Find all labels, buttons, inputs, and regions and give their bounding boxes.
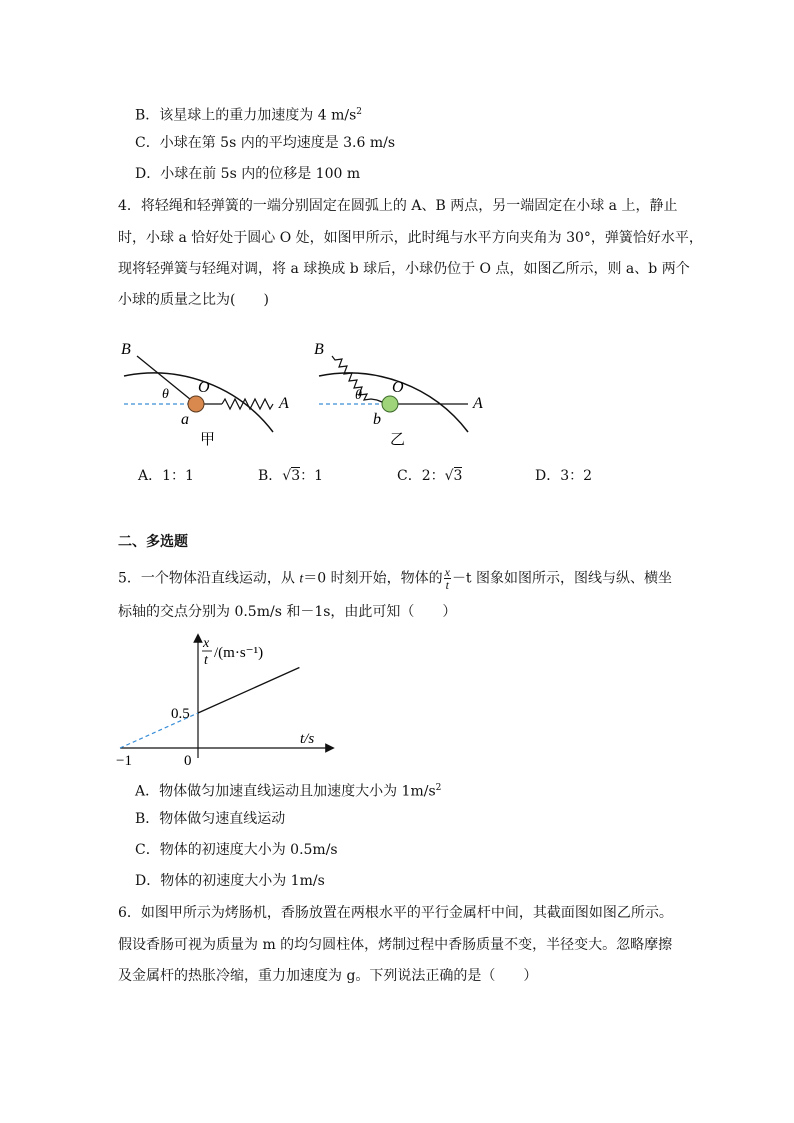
ball-a — [188, 396, 204, 412]
q4-option-c: C．2：√3 — [397, 468, 463, 484]
q5-option-a: A．物体做匀加速直线运动且加速度大小为 $1m/s^2$ — [135, 783, 442, 800]
q6-line-2: 假设香肠可视为质量为 m 的均匀圆柱体，烤制过程中香肠质量不变，半径变大。忽略摩擦 — [118, 937, 673, 953]
figure-jia — [110, 320, 290, 455]
tick-y-05: 0.5 — [171, 706, 190, 722]
y-axis-label-unit: /(m·s⁻¹) — [214, 645, 264, 661]
q4-option-a: A．1：1 — [138, 468, 194, 484]
label-ball-b: b — [373, 411, 381, 428]
solid-line — [198, 668, 299, 714]
section-title: 二、多选题 — [118, 534, 188, 550]
label-o-jia: O — [198, 379, 210, 396]
caption-yi: 乙 — [390, 432, 406, 448]
q5-line-2: 标轴的交点分别为 0.5m/s 和－1s，由此可知（ ） — [118, 604, 457, 620]
q3-option-d: D．小球在前 5s 内的位移是 100 m — [135, 166, 361, 182]
spring-jia — [222, 399, 273, 409]
q4-line-4: 小球的质量之比为( ) — [118, 292, 269, 308]
q3-option-b: B．该星球上的重力加速度为 4 $m/s^2$ — [135, 107, 363, 124]
x-axis-label: t/s — [300, 731, 315, 747]
q5-option-b: B．物体做匀速直线运动 — [135, 811, 286, 827]
q5-option-d: D．物体的初速度大小为 1m/s — [135, 873, 325, 889]
q4-line-1: 4．将轻绳和轻弹簧的一端分别固定在圆弧上的 A、B 两点，另一端固定在小球 a 上，静止 — [118, 198, 678, 214]
label-theta-yi: θ — [355, 388, 362, 403]
label-a-point-jia: A — [279, 395, 289, 412]
q5-line-1: 5．一个物体沿直线运动，从 t＝0 时刻开始，物体的 $\frac{x}{t}$ －t 图象如图所示，图线与纵、横坐 — [118, 565, 673, 592]
y-axis-label-den: t — [204, 653, 208, 668]
label-a-point-yi: A — [473, 395, 483, 412]
sqrt-symbol: √ — [444, 468, 454, 484]
q4-line-2: 时，小球 a 恰好处于圆心 O 处，如图甲所示，此时绳与水平方向夹角为 30°，弹簧恰好水平， — [118, 230, 703, 246]
ball-b — [382, 396, 398, 412]
q6-line-1: 6．如图甲所示为烤肠机，香肠放置在两根水平的平行金属杆中间，其截面图如图乙所示。 — [118, 905, 673, 921]
q4-option-d: D．3：2 — [535, 468, 593, 484]
label-b-yi: B — [314, 341, 324, 358]
figure-yi — [305, 320, 495, 455]
tick-x-neg1: −1 — [116, 753, 132, 769]
q5-option-c: C．物体的初速度大小为 0.5m/s — [135, 842, 338, 858]
q4-line-3: 现将轻弹簧与轻绳对调，将 a 球换成 b 球后，小球仍位于 O 点，如图乙所示，则 a、b 两个 — [118, 261, 690, 277]
q4-option-b: B．√3：1 — [258, 468, 324, 484]
q5-graph — [115, 630, 340, 770]
label-b-jia: B — [121, 341, 131, 358]
x-over-t-fraction: $\frac{x}{t}$ — [444, 565, 450, 592]
sqrt-symbol: √ — [282, 468, 292, 484]
q3-option-c: C．小球在第 5s 内的平均速度是 3.6 m/s — [135, 135, 396, 151]
y-axis-label-num: x — [203, 636, 210, 651]
q6-line-3: 及金属杆的热胀冷缩，重力加速度为 g。下列说法正确的是（ ） — [118, 968, 538, 984]
label-ball-a: a — [181, 411, 189, 428]
label-theta-jia: θ — [162, 387, 169, 402]
origin-label: 0 — [184, 753, 192, 769]
caption-jia: 甲 — [200, 432, 216, 448]
label-o-yi: O — [392, 379, 404, 396]
